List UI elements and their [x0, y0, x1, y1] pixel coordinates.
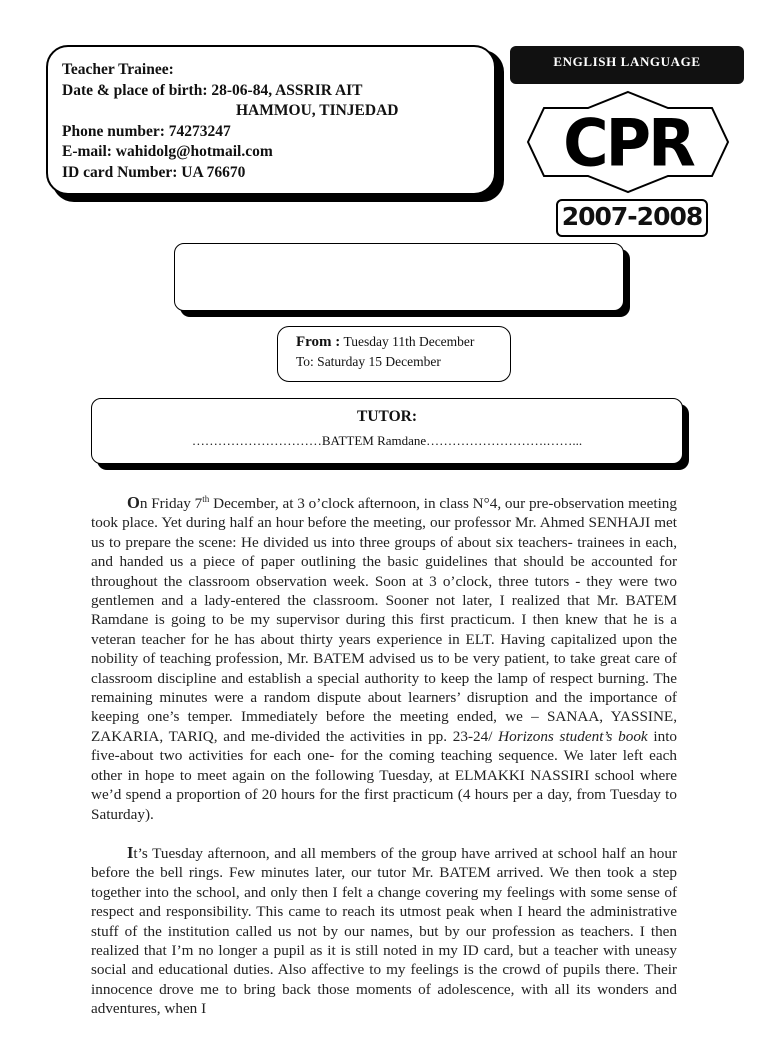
email: E-mail: wahidolg@hotmail.com [62, 143, 273, 160]
to-date-cut: To: Saturday 15 December [296, 354, 441, 369]
report-body [91, 493, 677, 1038]
language-label: ENGLISH LANGUAGE [510, 46, 744, 84]
year-label: 2007-2008 [556, 199, 708, 237]
date-range-box [277, 326, 511, 382]
paragraph-1: On Friday 7th December, at 3 o’clock afternoon, in class N°4, our pre-observation meeting took place. Yet during half an hour before the meeting, our professor Mr. Ahmed SENHAJI met us to prepare the scene: He divided us into three groups of about six teachers- trainees in each, and handed us a piece of paper outlining the basic guidelines that should be accounted for throughout the classroom observation week. Soon at 3 o’clock, three tutors - they were two gentlemen and a lady-entered the classroom. Sooner not later, I realized that Mr. BATEM Ramdane is going to be my supervisor during this first practicum. I then knew that he is a veteran teacher for he has about thirty years experience in ELT. Having capitalized upon the nobility of teaching profession, Mr. BATEM advised us to be very patient, to take great care of classroom discipline and establish a special authority to keep the lamp of respect burning. The remaining minutes were a random dispute about learners’ disruption and the importance of keeping one’s temper. Immediately before the meeting ended, we – SANAA, YASSINE, ZAKARIA, TARIQ, and me-divided the activities in pp. 23-24/ Horizons student’s book into five-about two activities for each one- for the coming teaching sequence. We later left each other in hope to meet again on the following Tuesday, at ELMAKKI NASSIRI school where we’d spend a proportion of 20 hours for the first practicum (4 hours per a day, from Tuesday to Saturday). [91, 493, 678, 823]
phone-number: Phone number: 74273247 [62, 122, 231, 140]
tutor-title: TUTOR: [356, 408, 417, 425]
cpr-logo [528, 88, 728, 196]
birth-info: Date & place of birth: 28-06-84, ASSRIR AIT [62, 81, 363, 99]
id-card-number: ID card Number: UA 76670 [62, 163, 246, 181]
from-label: From : [296, 334, 341, 350]
book-title: Horizons student’s book [498, 727, 648, 745]
tutor-name: …………………………BATTEM Ramdane……………………….……... [191, 433, 583, 448]
birth-place-cont: HAMMOU, TINJEDAD [236, 102, 399, 119]
paragraph-2: It’s Tuesday afternoon, and all members of the group have arrived at school half an hour before the bell rings. Few minutes later, our tutor Mr. BATEM arrived. We then took a step together into the school, and only then I felt a change covering my feelings with some sense of respect and responsibility. This came to reach its utmost peak when I heard the administrative stuff of the institution called us not by our names, but by our profession as teachers. I then realized that I’m no longer a pupil as it is still noted in my ID card, but a teacher with uneasy social and educational duties. Also affective to my feelings is the crowd of pupils there. Their innocence drove me to bring back those moments of adolescence, with all its wonders and adventures, when I [91, 842, 677, 1018]
trainee-info-box [46, 45, 496, 195]
from-date: Tuesday 11th December [343, 334, 475, 349]
logo-text: CPR [563, 105, 693, 182]
tutor-box [91, 398, 683, 464]
title-box [174, 243, 624, 311]
trainee-label: Teacher Trainee: [62, 61, 174, 78]
